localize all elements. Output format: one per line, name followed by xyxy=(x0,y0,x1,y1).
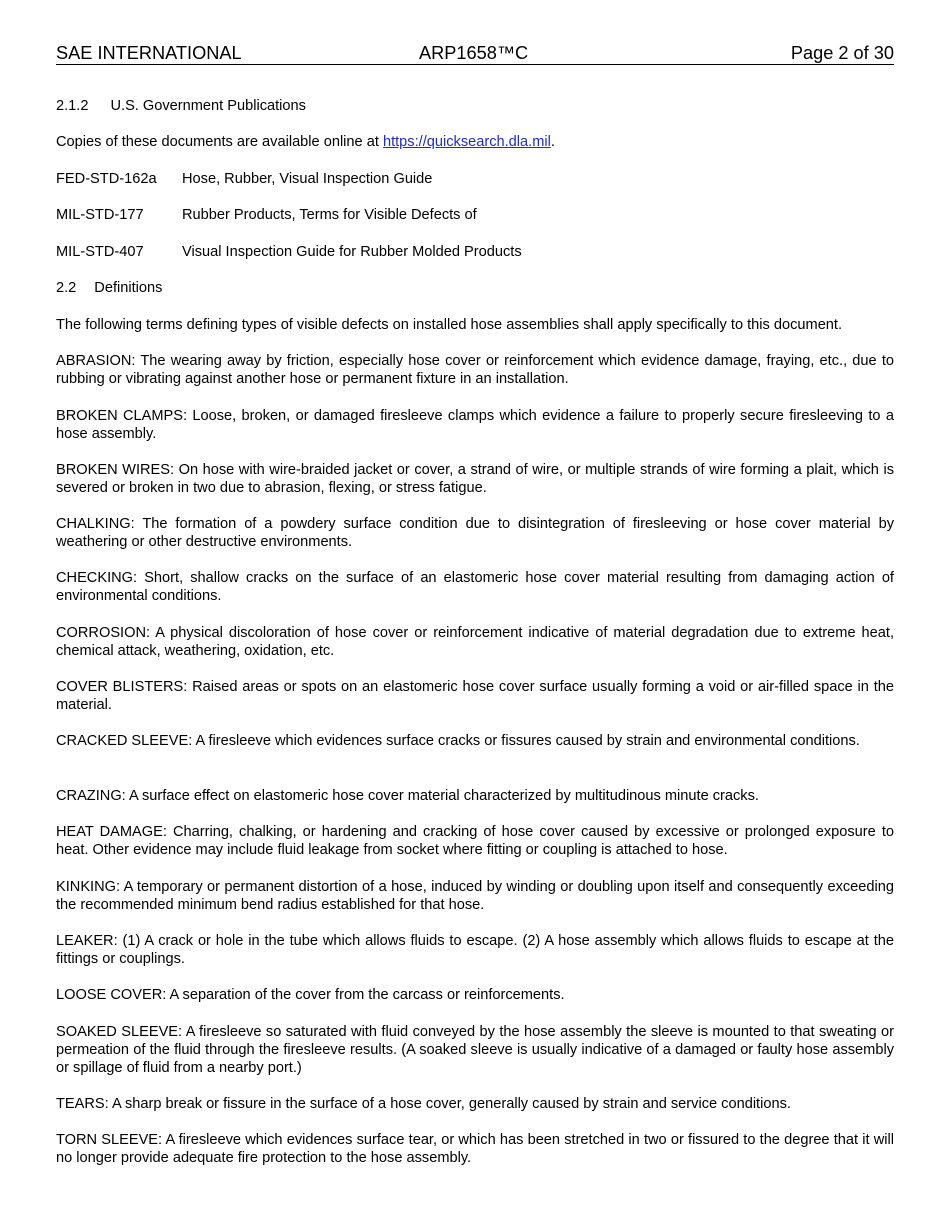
section-heading-2-2 xyxy=(56,280,894,298)
header-org: SAE INTERNATIONAL xyxy=(56,43,242,63)
reference-code: FED-STD-162a xyxy=(56,171,157,187)
definition-leaker: LEAKER: (1) A crack or hole in the tube which allows fluids to escape. (2) A hose assembly which allows fluids to escape at the fittings or couplings. xyxy=(56,933,894,967)
section-title: U.S. Government Publications xyxy=(110,98,306,114)
page-header xyxy=(56,43,894,65)
reference-row xyxy=(56,207,894,225)
definition-cover-blisters: COVER BLISTERS: Raised areas or spots on an elastomeric hose cover surface usually forming a void or air-filled space in the material. xyxy=(56,679,894,713)
definition-heat-damage: HEAT DAMAGE: Charring, chalking, or hardening and cracking of hose cover caused by excessive or prolonged exposure to heat. Other evidence may include fluid leakage from socket where fitting or coupling is attached to hose. xyxy=(56,824,894,858)
reference-code: MIL-STD-407 xyxy=(56,244,144,260)
section-title: Definitions xyxy=(94,280,163,296)
availability-paragraph xyxy=(56,134,894,152)
section-heading-2-1-2 xyxy=(56,98,894,116)
definition-tears: TEARS: A sharp break or fissure in the surface of a hose cover, generally caused by strain and service conditions. xyxy=(56,1096,791,1112)
availability-prefix: Copies of these documents are available online at xyxy=(56,134,383,150)
definition-loose-cover: LOOSE COVER: A separation of the cover from the carcass or reinforcements. xyxy=(56,987,565,1003)
reference-row xyxy=(56,171,894,189)
quicksearch-link[interactable]: https://quicksearch.dla.mil xyxy=(382,134,551,150)
reference-row xyxy=(56,244,894,262)
definition-broken-clamps: BROKEN CLAMPS: Loose, broken, or damaged firesleeve clamps which evidence a failure to properly secure firesleeving to a hose assembly. xyxy=(56,408,894,442)
definition-checking: CHECKING: Short, shallow cracks on the surface of an elastomeric hose cover material resulting from damaging action of environmental conditions. xyxy=(56,570,894,604)
definition-torn-sleeve: TORN SLEEVE: A firesleeve which evidences surface tear, or which has been stretched in two or fissured to the degree that it will no longer provide adequate fire protection to the hose assembly. xyxy=(56,1132,894,1166)
reference-code: MIL-STD-177 xyxy=(56,207,144,223)
reference-title: Visual Inspection Guide for Rubber Molded Products xyxy=(182,244,522,260)
definition-corrosion: CORROSION: A physical discoloration of hose cover or reinforcement indicative of material degradation due to extreme heat, chemical attack, weathering, oxidation, etc. xyxy=(56,625,894,659)
availability-suffix: . xyxy=(550,134,555,150)
definition-chalking: CHALKING: The formation of a powdery surface condition due to disintegration of firesleeving or hose cover material by weathering or other destructive environments. xyxy=(56,516,894,550)
definition-cracked-sleeve: CRACKED SLEEVE: A firesleeve which evidences surface cracks or fissures caused by strain and environmental conditions. xyxy=(56,733,860,749)
section-number: 2.2 xyxy=(56,280,77,296)
section-number: 2.1.2 xyxy=(56,98,89,114)
header-page-number: Page 2 of 30 xyxy=(790,43,894,63)
definition-kinking: KINKING: A temporary or permanent distortion of a hose, induced by winding or doubling upon itself and consequently exceeding the recommended minimum bend radius established for that hose. xyxy=(56,879,894,913)
document-page xyxy=(56,0,894,1230)
definition-broken-wires: BROKEN WIRES: On hose with wire-braided jacket or cover, a strand of wire, or multiple strands of wire forming a plait, which is severed or broken in two due to abrasion, flexing, or stress fatigue. xyxy=(56,462,894,496)
definitions-intro: The following terms defining types of visible defects on installed hose assemblies shall apply specifically to this document. xyxy=(56,317,843,333)
reference-title: Rubber Products, Terms for Visible Defects of xyxy=(182,207,477,223)
reference-title: Hose, Rubber, Visual Inspection Guide xyxy=(182,171,433,187)
definition-soaked-sleeve: SOAKED SLEEVE: A firesleeve so saturated with fluid conveyed by the hose assembly the sleeve is mounted to that sweating or permeation of the fluid through the firesleeve results. (A soaked sleeve is usually indicative of a damaged or faulty hose assembly or spillage of fluid from a nearby port.) xyxy=(56,1024,894,1076)
definition-crazing: CRAZING: A surface effect on elastomeric hose cover material characterized by multitudinous minute cracks. xyxy=(56,788,759,804)
header-doc-id: ARP1658™C xyxy=(419,43,529,63)
definition-abrasion: ABRASION: The wearing away by friction, especially hose cover or reinforcement which evidence damage, fraying, etc., due to rubbing or vibrating against another hose or permanent fixture in an installation. xyxy=(56,353,894,387)
